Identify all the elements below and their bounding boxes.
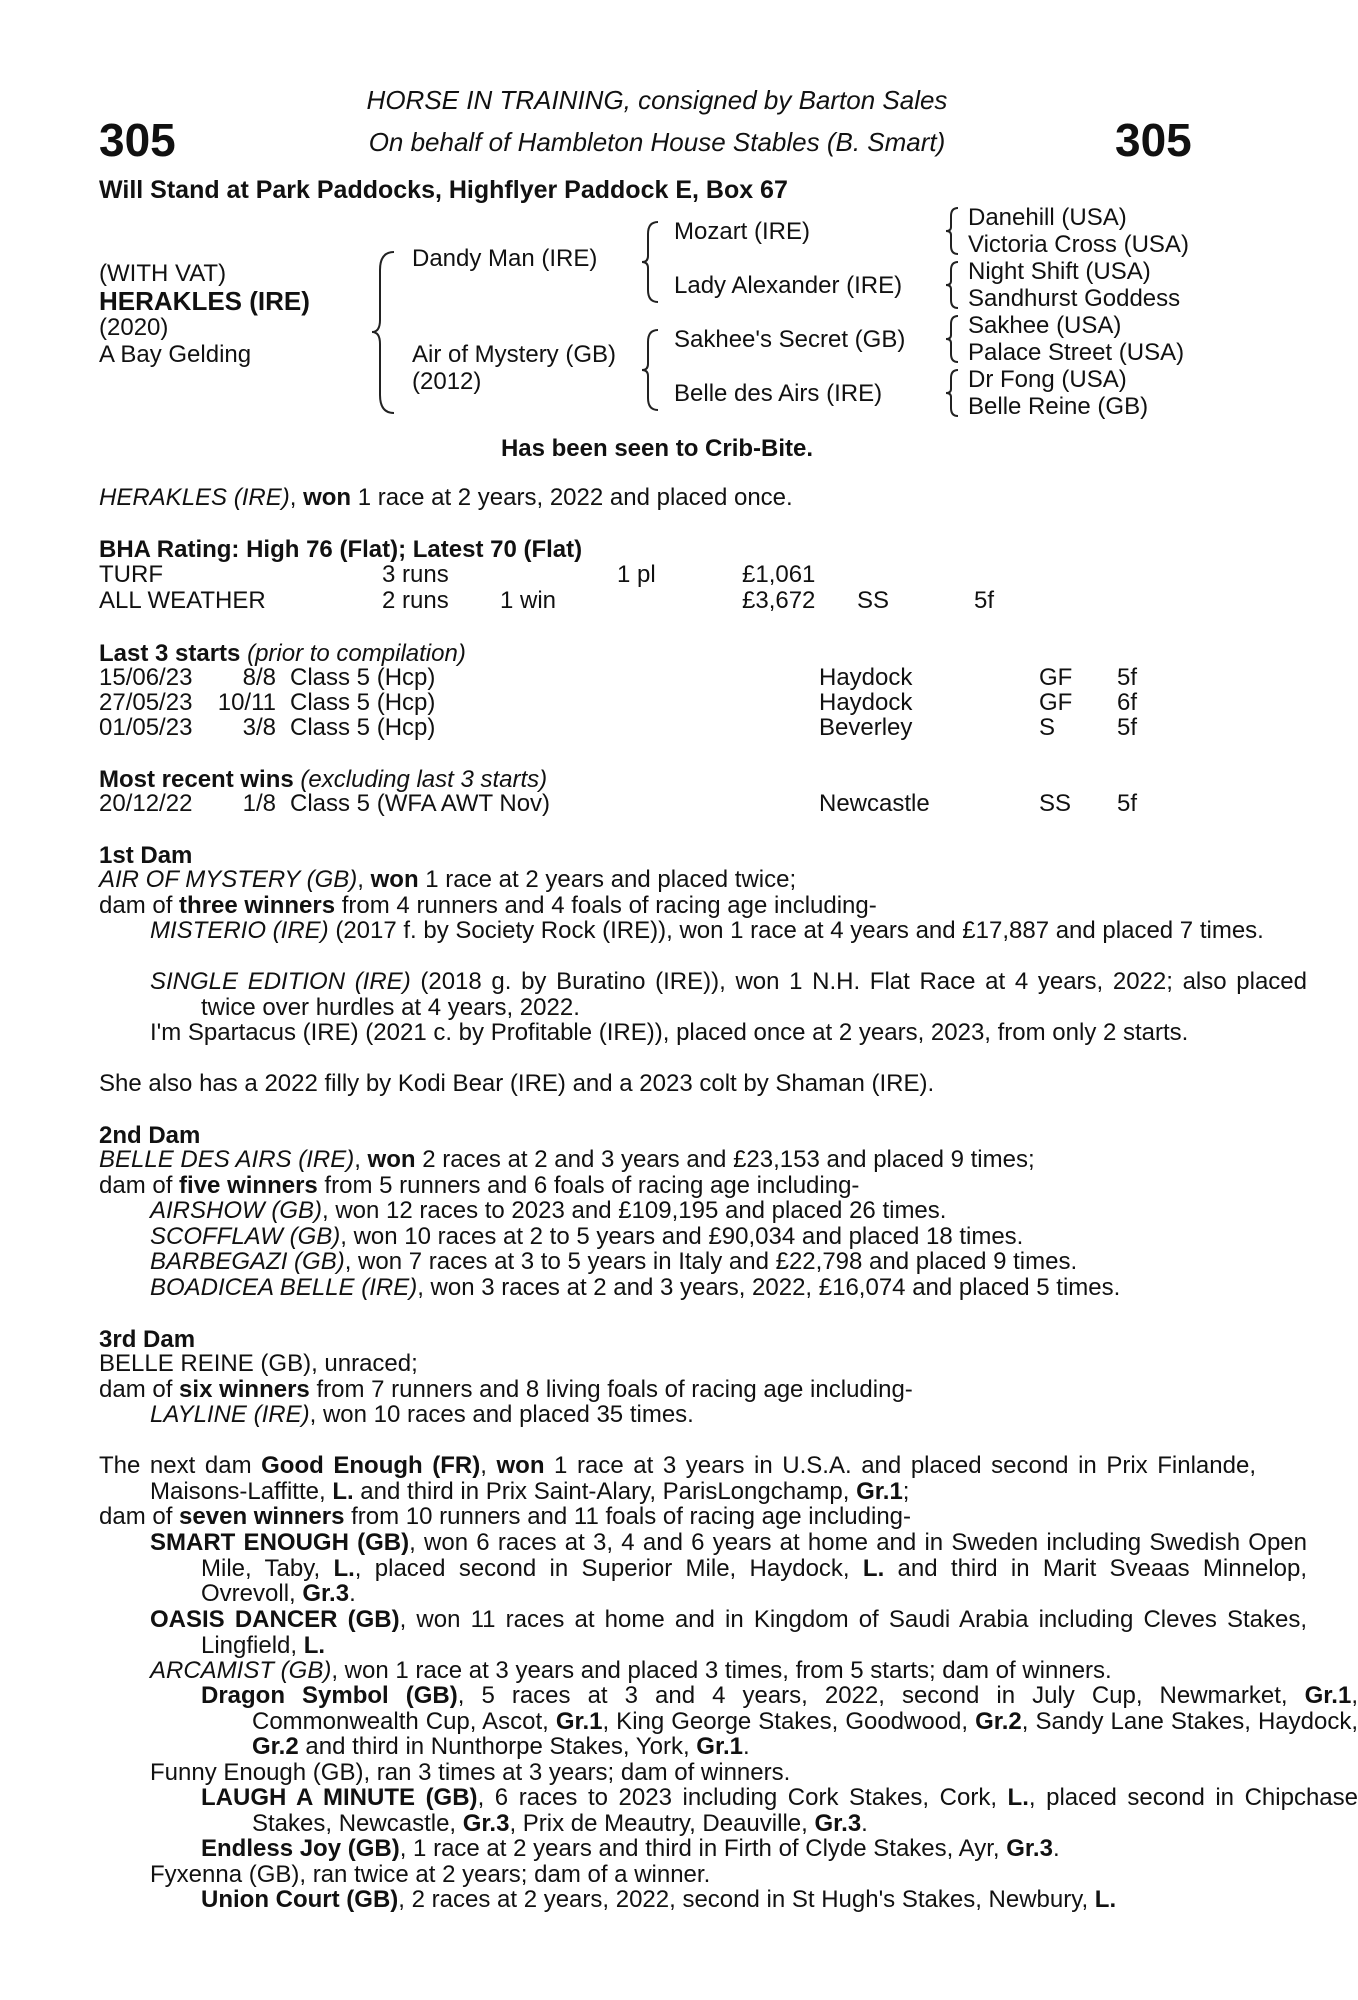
produce-record: (2018 g. by Buratino (IRE)), won 1 N.H. Flat Race at 4 years, 2022; also placed twice over hurdles at 4 years, 2022. (201, 968, 1307, 1021)
pedigree-dam: Air of Mystery (GB) (412, 341, 617, 368)
pedigree-sire-sire: Mozart (IRE) (674, 218, 811, 245)
pedigree-dss: Sakhee (USA) (968, 312, 1122, 339)
lot-number-right: 305 (1115, 114, 1192, 166)
pedigree-sds: Night Shift (USA) (968, 258, 1151, 285)
win-class: Class 5 (WFA AWT Nov) (290, 790, 551, 817)
rating-going: SS (857, 587, 890, 614)
next-dam-name: Good Enough (FR) (261, 1452, 481, 1479)
produce-name: SMART ENOUGH (GB) (150, 1529, 410, 1556)
produce-record: , won 10 races at 2 to 5 years and £90,034 and placed 18 times. (340, 1223, 1024, 1250)
produce-record: , won 12 races to 2023 and £109,195 and placed 26 times. (322, 1197, 947, 1224)
start-going: GF (1039, 689, 1073, 716)
horse-description: A Bay Gelding (99, 341, 252, 368)
win-dist: 5f (1117, 790, 1138, 817)
horse-year: (2020) (99, 314, 169, 341)
pedigree-brace-main (370, 250, 398, 415)
produce-entry: ARCAMIST (GB), won 1 race at 3 years and placed 3 times, from 5 starts; dam of winners. (150, 1657, 1112, 1684)
next-dam-entry: The next dam Good Enough (FR), won 1 race at 3 years in U.S.A. and placed second in Prix Finlande, Maisons-Laffitte, L. and third in Prix Saint-Alary, ParisLongchamp, Gr.1; (99, 1452, 1256, 1505)
third-dam-line: BELLE REINE (GB), unraced; (99, 1350, 418, 1377)
rating-runs: 3 runs (382, 561, 449, 588)
win-date: 20/12/22 (99, 790, 193, 817)
first-dam-line (99, 867, 1205, 893)
win-pos: 1/8 (242, 790, 276, 817)
winners-count: five winners (179, 1172, 318, 1199)
win-going: SS (1039, 790, 1072, 817)
produce-record: , won 3 races at 2 and 3 years, 2022, £16,074 and placed 5 times. (417, 1274, 1121, 1301)
recent-wins-title: Most recent wins (99, 766, 294, 793)
vat-label: (WITH VAT) (99, 260, 227, 287)
produce-entry: I'm Spartacus (IRE) (2021 c. by Profitable (IRE)), placed once at 2 years, 2023, from only 2 starts. (150, 1019, 1189, 1046)
produce-entry: Dragon Symbol (GB), 5 races at 3 and 4 years, 2022, second in July Cup, Newmarket, Gr.1, Commonwealth Cup, Ascot, Gr.1, King George Stakes, Goodwood, Gr.2, Sandy Lane Stakes, Haydock, Gr.2 and third in Nunthorpe Stakes, York, Gr.1. (201, 1682, 1358, 1761)
first-dam-name: AIR OF MYSTERY (GB) (99, 866, 358, 893)
produce-entry (99, 918, 1307, 944)
produce-name: OASIS DANCER (GB) (150, 1606, 400, 1633)
rating-placed: 1 pl (617, 561, 656, 588)
produce-name: AIRSHOW (GB) (150, 1197, 322, 1224)
pedigree-sire: Dandy Man (IRE) (412, 245, 598, 272)
start-course: Beverley (819, 714, 913, 741)
separator: , (354, 1146, 368, 1173)
rating-surface: ALL WEATHER (99, 587, 266, 614)
pedigree-brace-dd (944, 368, 962, 418)
third-dam-produce-line (99, 1377, 1205, 1403)
win-course: Newcastle (819, 790, 930, 817)
start-date: 01/05/23 (99, 714, 193, 741)
start-pos: 8/8 (242, 664, 276, 691)
produce-summary: from 4 runners and 4 foals of racing age including- (335, 892, 877, 919)
produce-entry (99, 1275, 1256, 1301)
pedigree-dam-sire: Sakhee's Secret (GB) (674, 326, 906, 353)
produce-entry: Union Court (GB), 2 races at 2 years, 2022, second in St Hugh's Stakes, Newbury, L. (201, 1886, 1117, 1913)
winners-count: six winners (179, 1376, 310, 1403)
produce-entry: SMART ENOUGH (GB), won 6 races at 3, 4 and 6 years at home and in Sweden including Swedish Open Mile, Taby, L., placed second in Superior Mile, Haydock, L. and third in Marit Sveaas Minnelop, Ovrevoll, Gr.3. (150, 1529, 1307, 1608)
rating-prize: £3,672 (742, 587, 816, 614)
start-going: S (1039, 714, 1056, 741)
produce-entry (99, 1249, 1256, 1275)
produce-name: BARBEGAZI (GB) (150, 1248, 345, 1275)
start-pos: 3/8 (242, 714, 276, 741)
produce-entry: Funny Enough (GB), ran 3 times at 3 years; dam of winners. (150, 1759, 791, 1786)
pedigree-dsd: Palace Street (USA) (968, 339, 1185, 366)
rating-runs: 2 runs (382, 587, 449, 614)
start-dist: 5f (1117, 714, 1138, 741)
summary-won: won (303, 484, 352, 511)
produce-name: Union Court (GB) (201, 1886, 399, 1913)
produce-name: LAUGH A MINUTE (GB) (201, 1784, 478, 1811)
produce-name: SINGLE EDITION (IRE) (150, 968, 411, 995)
won-label: won (367, 1146, 416, 1173)
summary-rest: 1 race at 2 years, 2022 and placed once. (351, 484, 793, 511)
produce-entry (99, 1198, 1256, 1224)
next-dam-produce-line: dam of seven winners from 10 runners and 11 foals of racing age including- (99, 1503, 912, 1530)
pedigree-sire-dam: Lady Alexander (IRE) (674, 272, 903, 299)
second-dam-record: 2 races at 2 and 3 years and £23,153 and placed 9 times; (415, 1146, 1035, 1173)
first-dam-record: 1 race at 2 years and placed twice; (418, 866, 797, 893)
dam-of-label: dam of (99, 1172, 180, 1199)
race-summary: HERAKLES (IRE), won 1 race at 2 years, 2022 and placed once. (99, 484, 793, 511)
produce-entry (99, 1224, 1256, 1250)
start-date: 27/05/23 (99, 689, 193, 716)
pedigree-ssd: Victoria Cross (USA) (968, 231, 1189, 258)
stand-location: Will Stand at Park Paddocks, Highflyer Paddock E, Box 67 (99, 176, 788, 204)
rating-surface: TURF (99, 561, 163, 588)
dam-of-label: dam of (99, 1376, 180, 1403)
pedigree-brace-sire (640, 220, 662, 305)
produce-record: (2017 f. by Society Rock (IRE)), won 1 race at 4 years and £17,887 and placed 7 times. (328, 917, 1264, 944)
pedigree-brace-ds (944, 314, 962, 364)
produce-entry: Endless Joy (GB), 1 race at 2 years and third in Firth of Clyde Stakes, Ayr, Gr.3. (201, 1835, 1060, 1862)
produce-name: MISTERIO (IRE) (150, 917, 329, 944)
rating-wins: 1 win (500, 587, 557, 614)
pedigree-dam-year: (2012) (412, 368, 482, 395)
second-dam-title: 2nd Dam (99, 1122, 201, 1149)
pedigree-ddd: Belle Reine (GB) (968, 393, 1149, 420)
produce-record: , won 10 races and placed 35 times. (309, 1401, 694, 1428)
produce-name: SCOFFLAW (GB) (150, 1223, 341, 1250)
won-label: won (370, 866, 419, 893)
second-dam-produce-line (99, 1173, 1205, 1199)
produce-name: ARCAMIST (GB) (150, 1657, 332, 1684)
pedigree-brace-sd (944, 260, 962, 310)
start-class: Class 5 (Hcp) (290, 689, 436, 716)
winners-count: seven winners (179, 1503, 345, 1530)
produce-entry: LAUGH A MINUTE (GB), 6 races to 2023 including Cork Stakes, Cork, L., placed second in Chipchase Stakes, Newcastle, Gr.3, Prix de Meautry, Deauville, Gr.3. (201, 1784, 1358, 1837)
dam-of-label: dam of (99, 892, 180, 919)
pedigree-sdd: Sandhurst Goddess (968, 285, 1181, 312)
start-course: Haydock (819, 664, 913, 691)
rating-prize: £1,061 (742, 561, 816, 588)
start-date: 15/06/23 (99, 664, 193, 691)
pedigree-sss: Danehill (USA) (968, 204, 1127, 231)
vice-note: Has been seen to Crib-Bite. (500, 435, 814, 462)
consignor-line: HORSE IN TRAINING, consigned by Barton Sales (366, 85, 948, 115)
start-class: Class 5 (Hcp) (290, 714, 436, 741)
winners-count: three winners (179, 892, 336, 919)
produce-name: Endless Joy (GB) (201, 1835, 400, 1862)
start-course: Haydock (819, 689, 913, 716)
pedigree-brace-ss (944, 206, 962, 256)
rating-dist: 5f (974, 587, 995, 614)
produce-entry (99, 969, 1307, 1020)
first-dam-produce-line (99, 893, 1205, 919)
produce-record: , won 7 races at 3 to 5 years in Italy and £22,798 and placed 9 times. (344, 1248, 1078, 1275)
first-dam-foals-note: She also has a 2022 filly by Kodi Bear (IRE) and a 2023 colt by Shaman (IRE). (99, 1070, 935, 1097)
start-going: GF (1039, 664, 1073, 691)
start-dist: 6f (1117, 689, 1138, 716)
start-pos: 10/11 (217, 689, 276, 716)
first-dam-title: 1st Dam (99, 842, 193, 869)
produce-summary: from 5 runners and 6 foals of racing age including- (317, 1172, 860, 1199)
bha-rating-title: BHA Rating: High 76 (Flat); Latest 70 (Flat) (99, 536, 583, 563)
pedigree-dds: Dr Fong (USA) (968, 366, 1127, 393)
vendor-line: On behalf of Hambleton House Stables (B. Smart) (368, 127, 946, 157)
produce-entry: Fyxenna (GB), ran twice at 2 years; dam of a winner. (150, 1861, 711, 1888)
start-dist: 5f (1117, 664, 1138, 691)
recent-wins-subtitle: (excluding last 3 starts) (300, 766, 548, 793)
produce-name: Dragon Symbol (GB) (201, 1682, 458, 1709)
third-dam-title: 3rd Dam (99, 1326, 196, 1353)
produce-summary: from 7 runners and 8 living foals of racing age including- (309, 1376, 913, 1403)
pedigree-dam-dam: Belle des Airs (IRE) (674, 380, 883, 407)
second-dam-line (99, 1147, 1205, 1173)
summary-horse-name: HERAKLES (IRE) (99, 484, 290, 511)
produce-name: LAYLINE (IRE) (150, 1401, 310, 1428)
start-class: Class 5 (Hcp) (290, 664, 436, 691)
produce-entry: OASIS DANCER (GB), won 11 races at home and in Kingdom of Saudi Arabia including Cleves Stakes, Lingfield, L. (150, 1606, 1307, 1659)
pedigree-brace-dam (640, 328, 662, 413)
separator: , (357, 866, 371, 893)
last-starts-subtitle: (prior to compilation) (247, 640, 466, 667)
produce-name: BOADICEA BELLE (IRE) (150, 1274, 418, 1301)
lot-number-left: 305 (99, 114, 176, 166)
horse-name: HERAKLES (IRE) (99, 286, 310, 316)
produce-entry (99, 1402, 1256, 1428)
second-dam-name: BELLE DES AIRS (IRE) (99, 1146, 355, 1173)
last-starts-title: Last 3 starts (99, 640, 241, 667)
